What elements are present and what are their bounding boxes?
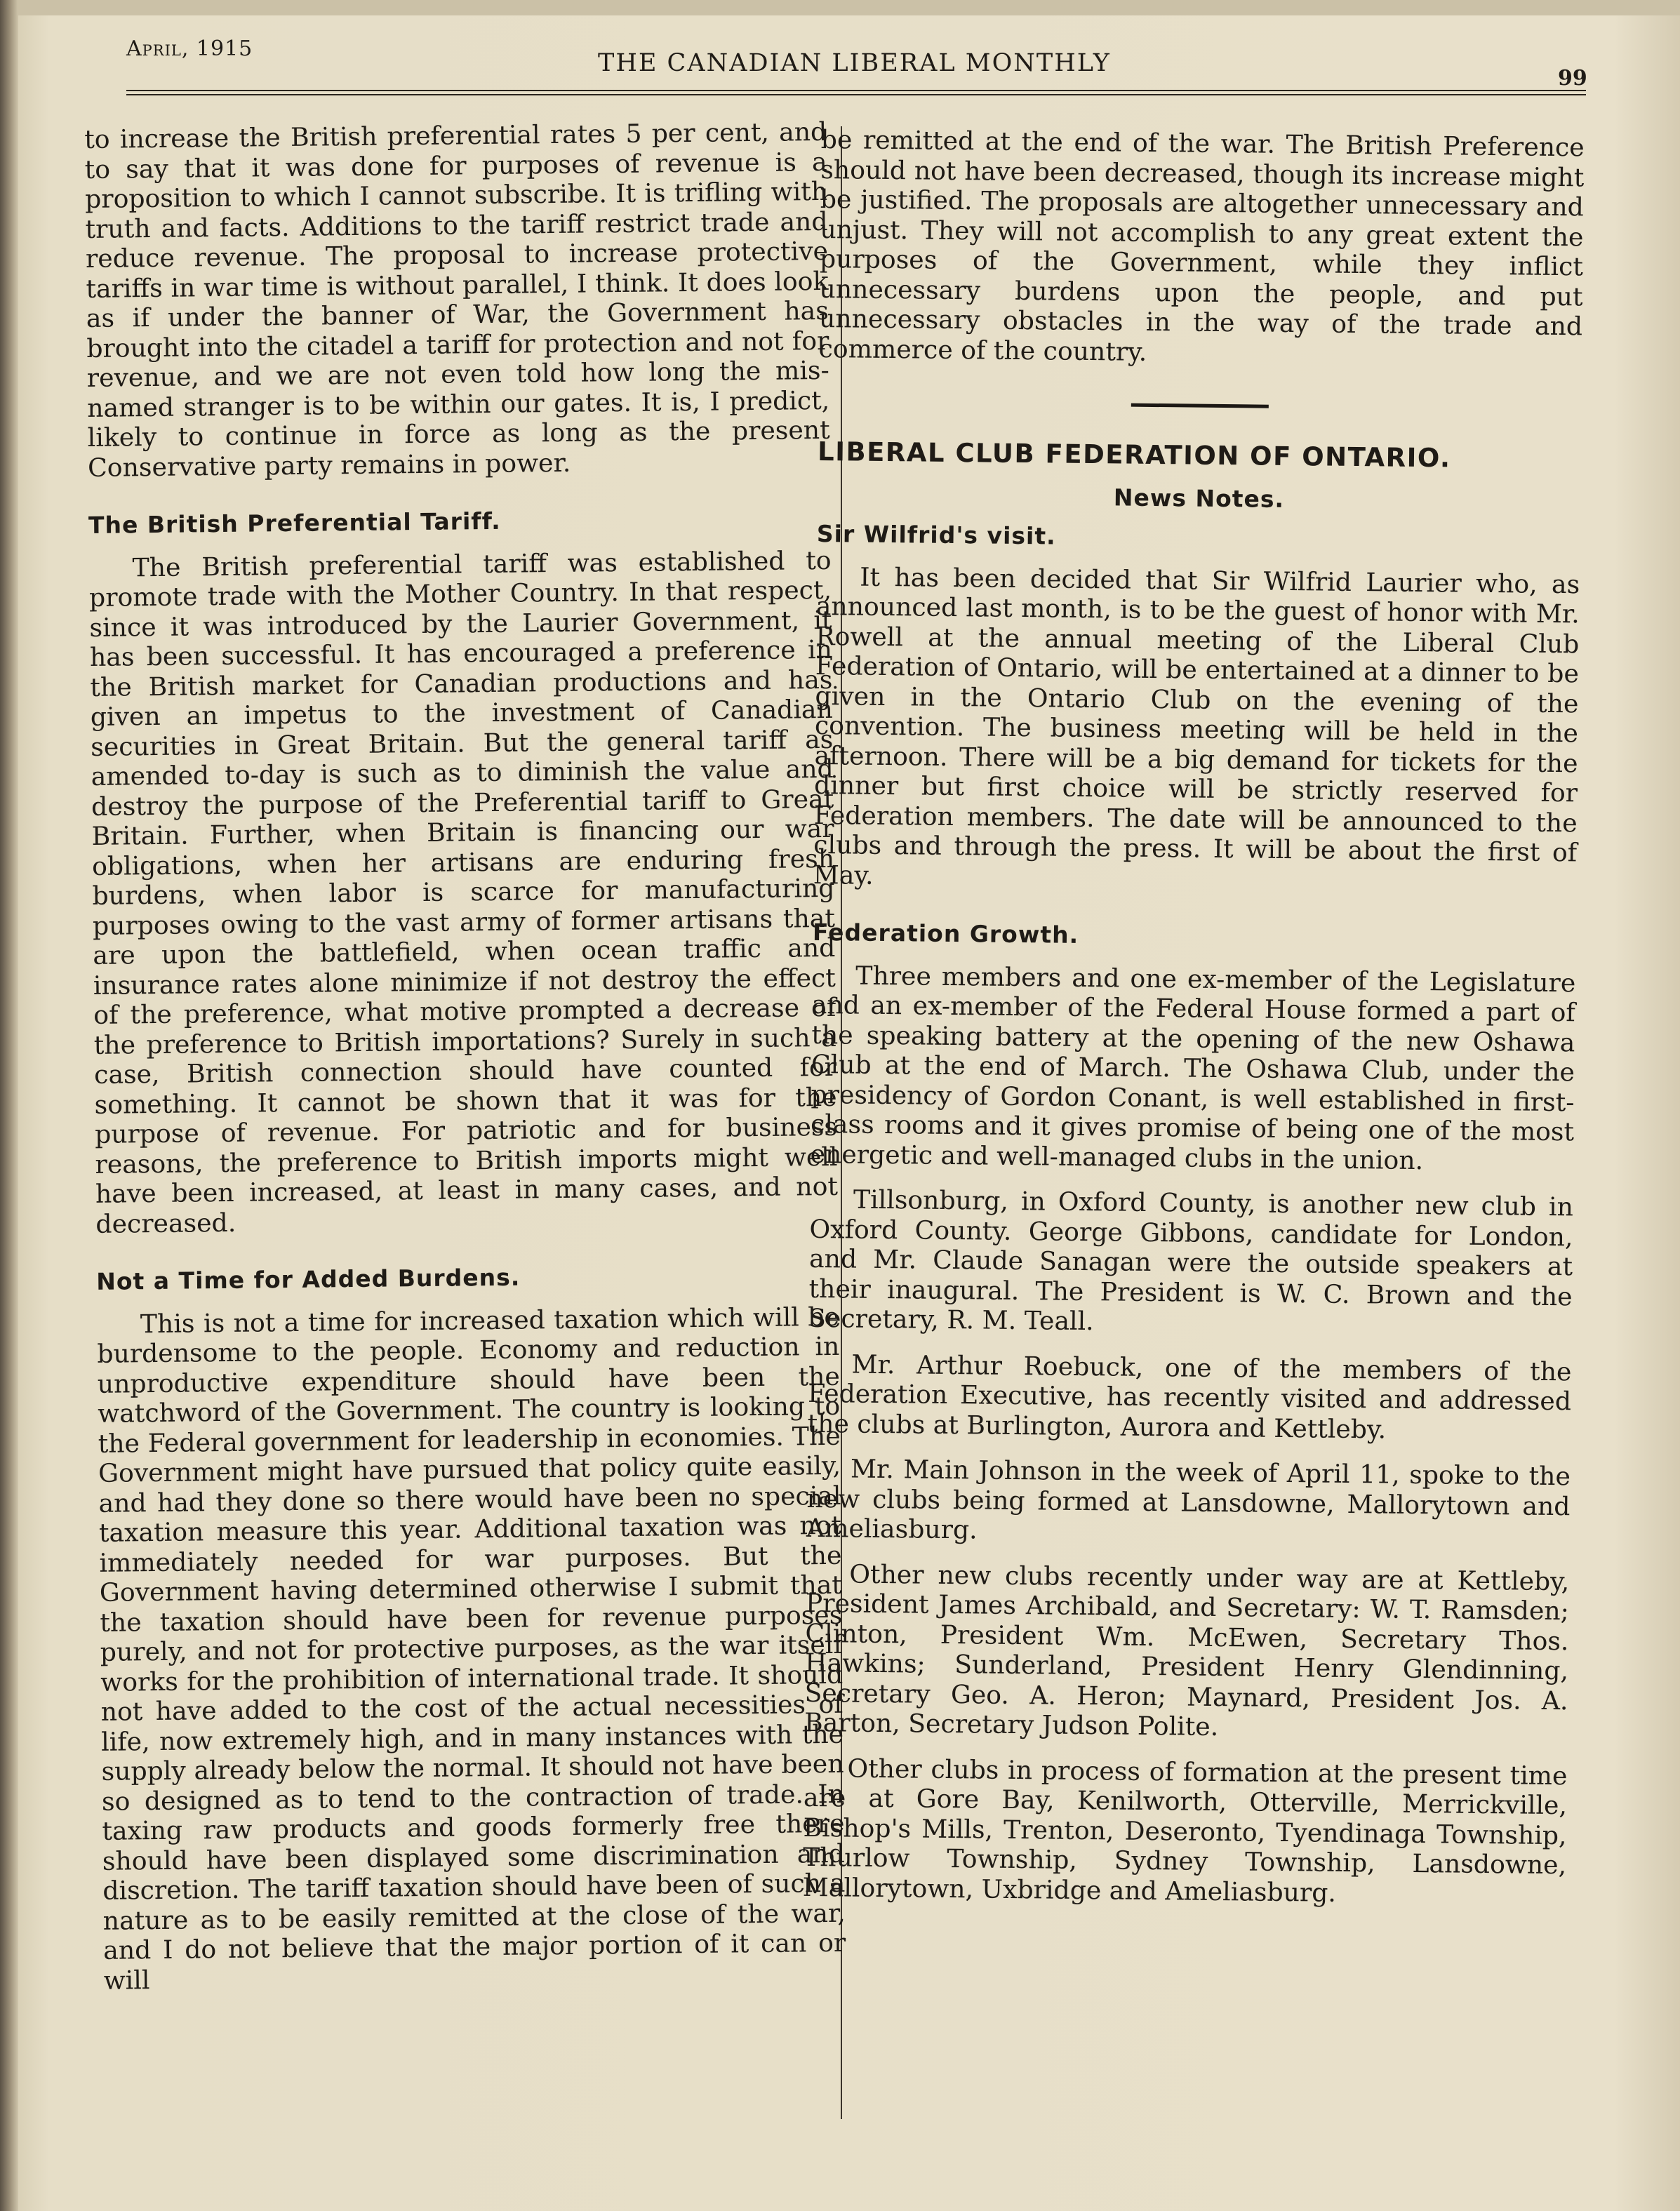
section-separator-rule (1131, 403, 1269, 408)
paragraph-clubs-in-formation: Other clubs in process of formation at the present time are at Gore Bay, Kenilworth, Otterville, Merrickville, Bishop's Mills, Trenton, Deseronto, Tyendinaga Township, Thurlow Township, Sydney Township, Lansdowne, Mallorytown, Uxbridge and Ameliasburg. (802, 1753, 1568, 1908)
heading-british-preferential-tariff: The British Preferential Tariff. (88, 507, 501, 539)
section-subtitle-news-notes: News Notes. (1113, 483, 1285, 513)
page-number: 99 (1558, 66, 1587, 91)
paragraph-tillsonburg: Tillsonburg, in Oxford County, is another new club in Oxford County. George Gibbons, candidate for London, and Mr. Claude Sanagan were the outside speakers at their inaugural. The President is W. C. Brown and the Secretary, R. M. Teall. (808, 1184, 1574, 1337)
publication-title: THE CANADIAN LIBERAL MONTHLY (598, 49, 1111, 77)
heading-sir-wilfrids-visit: Sir Wilfrid's visit. (816, 519, 1056, 550)
paragraph-arthur-roebuck: Mr. Arthur Roebuck, one of the members of the Federation Executive, has recently visited and addressed the clubs at Burlington, Aurora and Kettleby. (807, 1349, 1572, 1445)
issue-date: April, 1915 (126, 36, 253, 61)
paragraph-oshawa-club: Three members and one ex-member of the Legislature and an ex-member of the Federal House formed a part of the speaking battery at the opening of the new Oshawa Club at the end of March. The Oshawa Club, under the presidency of Gordon Conant, is well established in first-class rooms and it gives promise of being one of the most energetic and well-managed clubs in the union. (810, 960, 1576, 1175)
page-top-edge (0, 0, 1680, 15)
paragraph-british-preferential-tariff: The British preferential tariff was established to promote trade with the Mother Country. In that respect, since it was introduced by the Laurier Government, it has been successful. It has encouraged a preference in the British market for Canadian productions and has given an impetus to the investment of Canadian securities in Great Britain. But the general tariff as amended to-day is such as to diminish the value and destroy the purpose of the Preferential tariff to Great Britain. Further, when Britain is financing our war obligations, when her artisans are enduring fresh burdens, when labor is scarce for manufacturing purposes owing to the vast army of former artisans that are upon the battlefield, when ocean traffic and insurance rates alone minimize if not destroy the effect of the preference, what motive prompted a decrease of the preference to British importations? Surely in such a case, British connection should have counted for something. It cannot be shown that it was for the purpose of revenue. For patriotic and for business reasons, the preference to British imports might well have been increased, at least in many cases, and not decreased. (88, 545, 839, 1239)
continued-paragraph: to increase the British preferential rates 5 per cent, and to say that it was done for purposes of revenue is a proposition to which I cannot subscribe. It is trifling with truth and facts. Additions to the tariff restrict trade and reduce revenue. The proposal to increase protective tariffs in war time is without parallel, I think. It does look as if under the banner of War, the Government has brought into the citadel a tariff for protection and not for revenue, and we are not even told how long the mis-named stranger is to be within our gates. It is, I predict, likely to continue in force as long as the present Conservative party remains in power. (84, 116, 830, 483)
paragraph-new-clubs: Other new clubs recently under way are at Kettleby, President James Archibald, and Secretary: W. T. Ramsden; Clinton, President Wm. McEwen, Secretary Thos. Hawkins; Sunderland, President Henry Glendinning, Secretary Geo. A. Heron; Maynard, President Jos. A. Barton, Secretary Judson Polite. (804, 1558, 1570, 1742)
paragraph-main-johnson: Mr. Main Johnson in the week of April 11, spoke to the new clubs being formed at Lansdowne, Mallorytown and Ameliasburg. (806, 1453, 1571, 1545)
heading-not-a-time-for-added-burdens: Not a Time for Added Burdens. (96, 1263, 521, 1295)
right-column (802, 125, 1584, 1910)
continued-paragraph-right: be remitted at the end of the war. The British Preference should not have been decreased, though its increase might be justified. The proposals are altogether unnecessary and unjust. They will not accomplish to any great extent the purposes of the Government, while they inflict unnecessary burdens upon the people, and put unnecessary obstacles in the way of the trade and commerce of the country. (818, 124, 1585, 367)
paragraph-not-a-time-for-added-burdens: This is not a time for increased taxation which will be burdensome to the people. Economy and reduction in unproductive expenditure should have been the watchword of the Government. The country is looking to the Federal government for leadership in economies. The Government might have pursued that policy quite easily, and had they done so there would have been no special taxation measure this year. Additional taxation was not immediately needed for war purposes. But the Government having determined otherwise I submit that the taxation should have been for revenue purposes purely, and not for protective purposes, as the war itself works for the prohibition of international trade. It should not have added to the cost of the actual necessities of life, now extremely high, and in many instances with the supply already below the normal. It should not have been so designed as to tend to the contraction of trade. In taxing raw products and goods formerly free there should have been displayed some discrimination and discretion. The tariff taxation should have been of such a nature as to be easily remitted at the close of the war, and I do not believe that the major portion of it can or will (97, 1301, 846, 1996)
header-rule (126, 90, 1586, 91)
heading-federation-growth: Federation Growth. (812, 918, 1079, 949)
paragraph-sir-wilfrids-visit: It has been decided that Sir Wilfrid Laurier who, as announced last month, is to be the guest of honor with Mr. Rowell at the annual meeting of the Liberal Club Federation of Ontario, will be entertained at a dinner to be given in the Ontario Club on the evening of the convention. The business meeting will be held in the afternoon. There will be a big demand for tickets for the dinner but first choice will be strictly reserved for Federation members. The date will be announced to the clubs and through the press. It will be about the first of May. (813, 561, 1580, 890)
page-binding-edge (0, 0, 18, 2211)
section-title-liberal-club-federation: LIBERAL CLUB FEDERATION OF ONTARIO. (817, 436, 1451, 474)
left-column (84, 117, 846, 1996)
header-rule-secondary (126, 94, 1586, 95)
running-header (126, 36, 1587, 91)
